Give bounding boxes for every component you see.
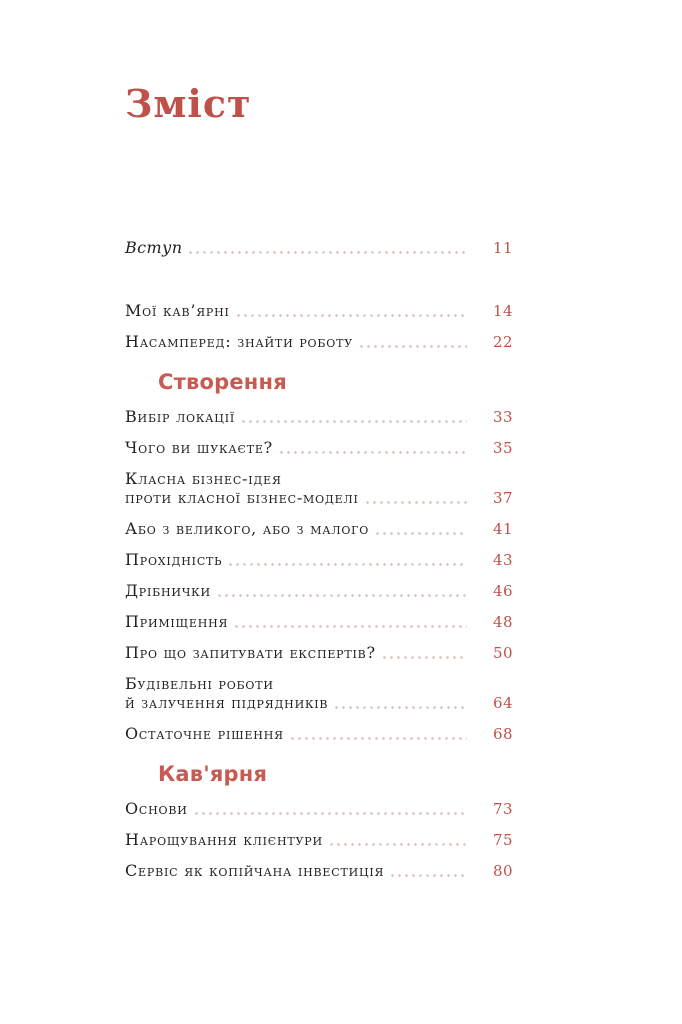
page-number: 80: [493, 862, 514, 880]
toc-entry-label: Прохідність: [125, 550, 223, 569]
dot-leader: [376, 532, 467, 535]
page-number: 35: [493, 439, 514, 457]
toc-entry-label: проти класної бізнес-моделі: [125, 488, 359, 507]
dot-leader: [383, 656, 467, 659]
page-number: 68: [493, 725, 514, 743]
dot-leader: [335, 706, 467, 709]
page-number: 22: [493, 333, 514, 351]
toc-entry: [125, 830, 517, 850]
toc-entry: [125, 550, 517, 570]
page-number: 37: [493, 489, 514, 507]
toc-entry: [125, 643, 517, 663]
page-number: 64: [493, 694, 514, 712]
page-number: 73: [493, 800, 514, 818]
toc-entry: [125, 724, 517, 744]
toc-entry-label: Будівельні роботи: [125, 674, 274, 693]
toc-entry: [125, 407, 517, 427]
page-number: 50: [493, 644, 514, 662]
toc-entry-label: й залучення підрядників: [125, 693, 329, 712]
page-number: 46: [493, 582, 514, 600]
table-of-contents: [125, 238, 517, 881]
toc-entry: [125, 332, 517, 352]
dot-leader: [280, 451, 467, 454]
page-number: 43: [493, 551, 514, 569]
dot-leader: [195, 812, 467, 815]
toc-entry-label: Вибір локації: [125, 407, 235, 426]
toc-entry-label: Чого ви шукаєте?: [125, 438, 274, 457]
dot-leader: [360, 345, 467, 348]
toc-entry: [125, 469, 517, 508]
page-title: Зміст: [125, 81, 252, 126]
section-header: Створення: [158, 370, 287, 394]
page-number: 33: [493, 408, 514, 426]
toc-entry: [125, 612, 517, 632]
toc-entry-label: Вступ: [125, 238, 183, 257]
section-header: Кав'ярня: [158, 762, 268, 786]
toc-entry-label: Мої кав’ярні: [125, 301, 230, 320]
toc-entry-label: Нарощування клієнтури: [125, 830, 323, 849]
dot-leader: [330, 843, 467, 846]
toc-entry: [125, 799, 517, 819]
dot-leader: [237, 314, 467, 317]
toc-entry-label: Про що запитувати експертів?: [125, 643, 376, 662]
toc-entry-label: Приміщення: [125, 612, 229, 631]
toc-entry: [125, 238, 517, 258]
page-number: 75: [493, 831, 514, 849]
toc-entry: [125, 861, 517, 881]
page-number: 41: [493, 520, 514, 538]
dot-leader: [366, 501, 467, 504]
dot-leader: [229, 563, 467, 566]
dot-leader: [391, 874, 467, 877]
toc-entry-label: Основи: [125, 799, 188, 818]
toc-entry-label: Остаточне рішення: [125, 724, 284, 743]
toc-entry: [125, 581, 517, 601]
page-number: 11: [493, 239, 514, 257]
toc-entry-label: Дрібнички: [125, 581, 211, 600]
dot-leader: [235, 625, 467, 628]
dot-leader: [291, 737, 467, 740]
dot-leader: [189, 251, 467, 254]
toc-entry-label: Насамперед: знайти роботу: [125, 332, 353, 351]
page-number: 48: [493, 613, 514, 631]
toc-entry: [125, 301, 517, 321]
toc-entry-label: Або з великого, або з малого: [125, 519, 370, 538]
page-number: 14: [493, 302, 514, 320]
toc-entry-label: Класна бізнес-ідея: [125, 469, 282, 488]
toc-entry: [125, 519, 517, 539]
dot-leader: [242, 420, 467, 423]
toc-entry-label: Сервіс як копійчана інвестиція: [125, 861, 385, 880]
toc-entry: [125, 674, 517, 713]
dot-leader: [218, 594, 467, 597]
toc-entry: [125, 438, 517, 458]
